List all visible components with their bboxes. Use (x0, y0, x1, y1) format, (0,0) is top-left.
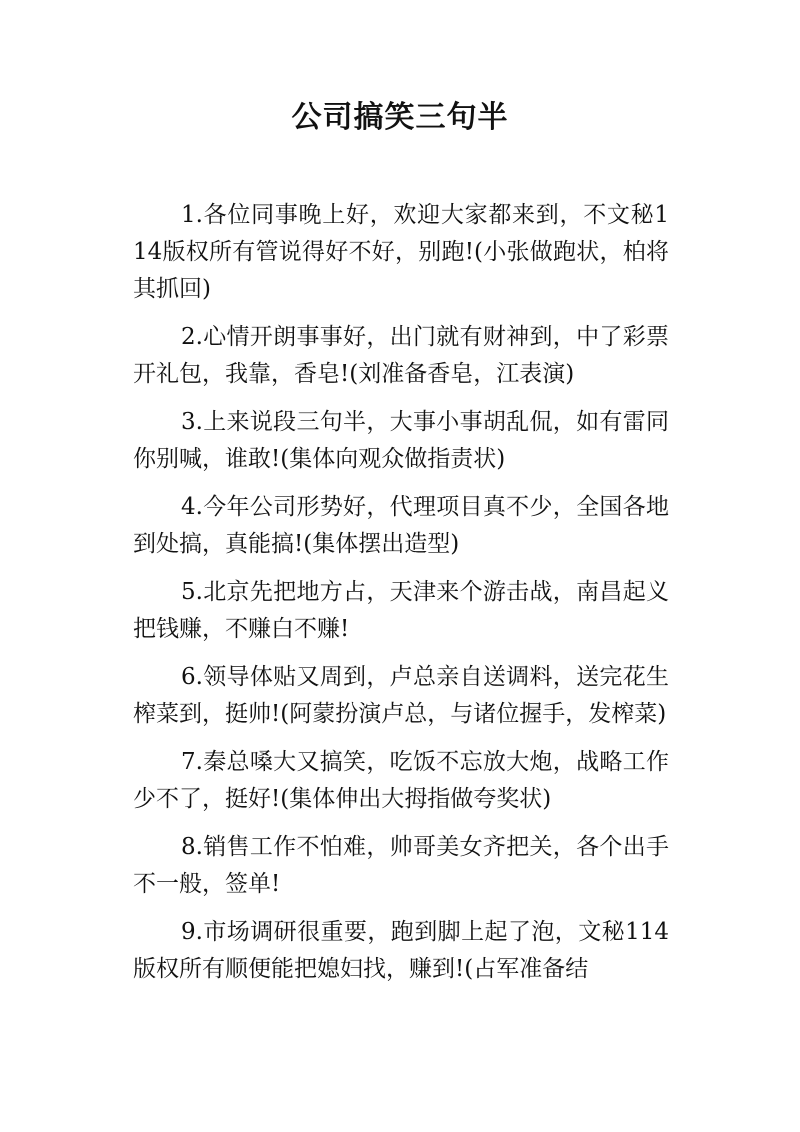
paragraph-5: 5.北京先把地方占，天津来个游击战，南昌起义把钱赚，不赚白不赚! (133, 579, 669, 642)
paragraph-9: 9.市场调研很重要，跑到脚上起了泡，文秘114版权所有顺便能把媳妇找，赚到!(占军准备结 (133, 919, 669, 982)
paragraph-6: 6.领导体贴又周到，卢总亲自送调料，送完花生榨菜到，挺帅!(阿蒙扮演卢总，与诸位握手，发榨菜) (133, 664, 669, 727)
document-title: 公司搞笑三句半 (291, 100, 509, 135)
paragraph-1: 1.各位同事晚上好，欢迎大家都来到，不文秘114版权所有管说得好不好，别跑!(小张做跑状，柏将其抓回) (133, 202, 669, 302)
paragraph-8: 8.销售工作不怕难，帅哥美女齐把关，各个出手不一般，签单! (133, 834, 669, 897)
paragraph-4: 4.今年公司形势好，代理项目真不少，全国各地到处搞，真能搞!(集体摆出造型) (133, 494, 669, 557)
paragraph-7: 7.秦总嗓大又搞笑，吃饭不忘放大炮，战略工作少不了，挺好!(集体伸出大拇指做夸奖状) (133, 749, 669, 812)
document-body (133, 197, 669, 999)
paragraph-3: 3.上来说段三句半，大事小事胡乱侃，如有雷同你别喊，谁敢!(集体向观众做指责状) (133, 409, 669, 472)
paragraph-2: 2.心情开朗事事好，出门就有财神到，中了彩票开礼包，我靠，香皂!(刘准备香皂，江表演) (133, 324, 669, 387)
